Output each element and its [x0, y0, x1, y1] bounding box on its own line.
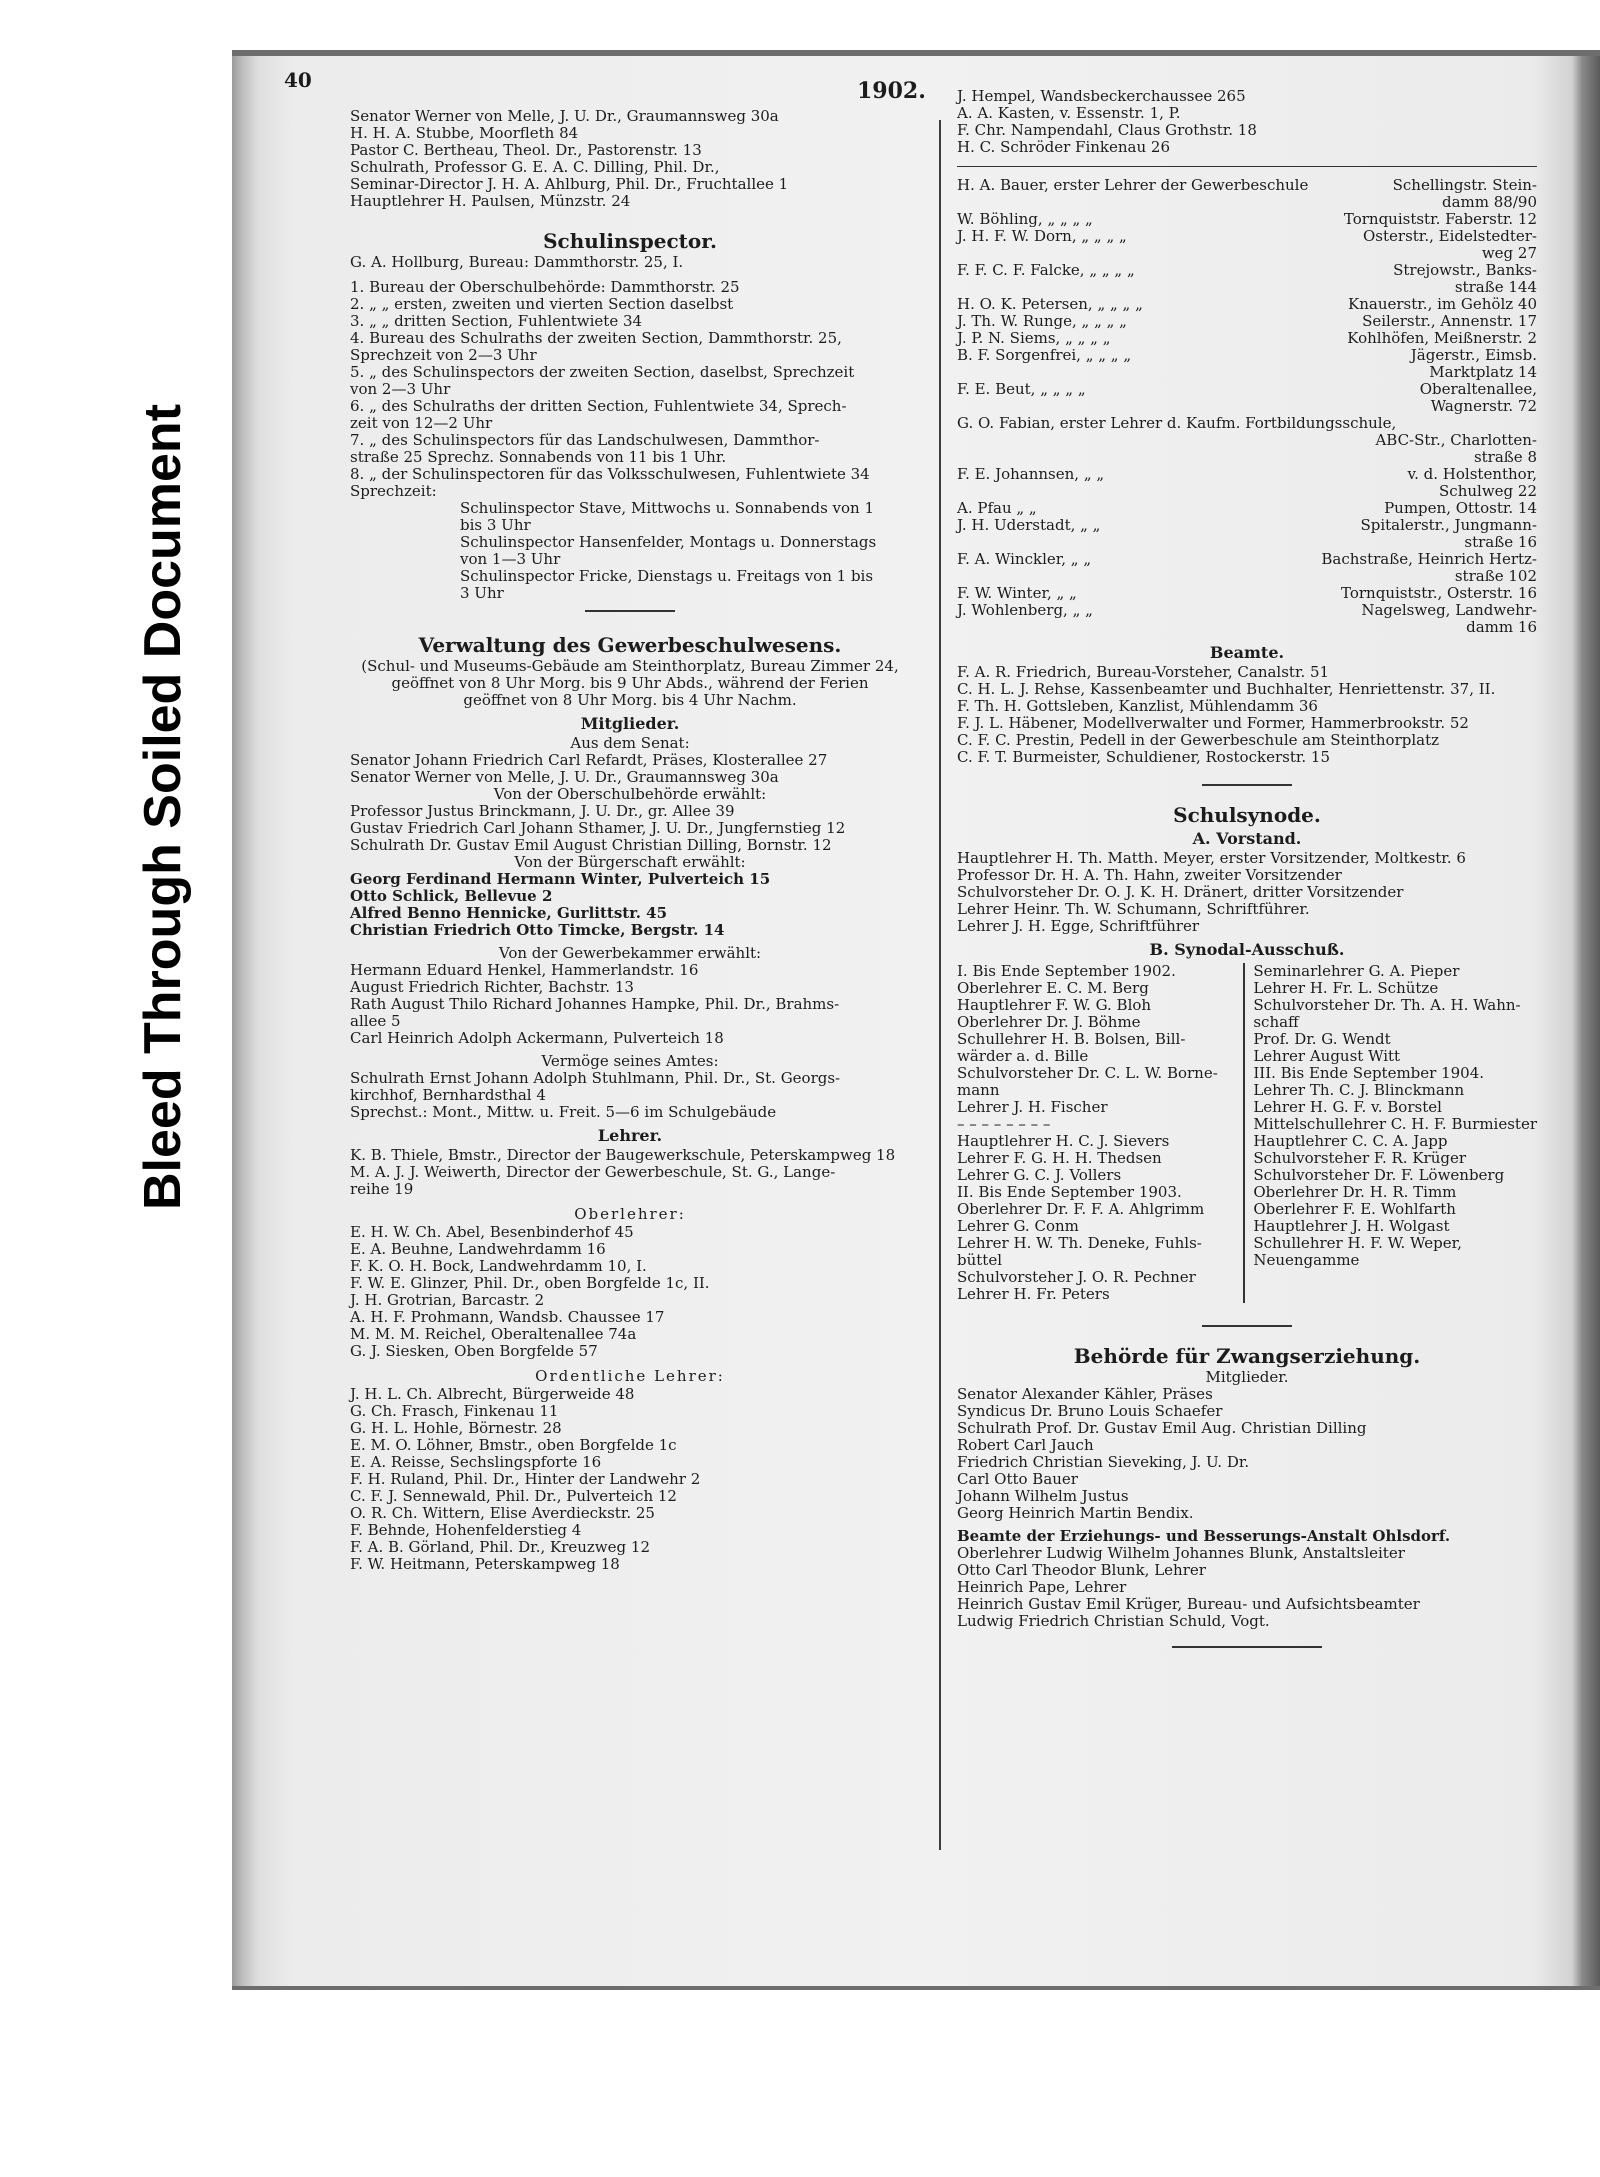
text-line: Sprechst.: Mont., Mittw. u. Freit. 5—6 im Schulgebäude: [350, 1103, 777, 1121]
text-line: E. A. Reisse, Sechslingspforte 16: [350, 1453, 602, 1471]
text-line: Hermann Eduard Henkel, Hammerlandstr. 16: [350, 961, 699, 979]
teacher-name: A. Pfau „ „: [957, 499, 1037, 517]
teacher-row: [957, 262, 1537, 279]
text-line: Sprechzeit:: [350, 482, 437, 500]
text-line: F. W. Heitmann, Peterskampweg 18: [350, 1555, 620, 1573]
text-line: Senator Werner von Melle, J. U. Dr., Graumannsweg 30a: [350, 768, 779, 786]
right-top-list: [957, 88, 1537, 156]
text-line: Alfred Benno Hennicke, Gurlittstr. 45: [350, 904, 668, 922]
teacher-name: B. F. Sorgenfrei, „ „ „ „: [957, 346, 1132, 364]
teacher-address: Strejowstr., Banks-: [1393, 261, 1537, 279]
text-line: Schulrath, Professor G. E. A. C. Dilling, Phil. Dr.,: [350, 158, 720, 176]
left-column: [350, 108, 910, 1573]
text-line: büttel: [957, 1251, 1002, 1269]
text-line: Schulinspector Hansenfelder, Montags u. Donnerstags: [460, 533, 877, 551]
section-rule: [1202, 1325, 1292, 1327]
text-line: reihe 19: [350, 1180, 414, 1198]
text-line: 6. „ des Schulraths der dritten Section, Fuhlentwiete 34, Sprech-: [350, 397, 847, 415]
text-line: Schulvorsteher Dr. O. J. K. H. Dränert, dritter Vorsitzender: [957, 883, 1404, 901]
teacher-row: [957, 194, 1537, 211]
text-line: 7. „ des Schulinspectors für das Landschulwesen, Dammthor-: [350, 431, 820, 449]
text-line: Lehrer J. H. Egge, Schriftführer: [957, 917, 1200, 935]
text-line: M. M. M. Reichel, Oberaltenallee 74a: [350, 1325, 637, 1343]
text-line: Georg Heinrich Martin Bendix.: [957, 1504, 1194, 1522]
teacher-address: [1337, 415, 1537, 432]
text-line: Schulrath Dr. Gustav Emil August Christian Dilling, Bornstr. 12: [350, 836, 832, 854]
text-line: (Schul- und Museums-Gebäude am Steinthorplatz, Bureau Zimmer 24,: [361, 657, 899, 675]
ausschuss-right: [1245, 963, 1537, 1303]
text-line: G. Ch. Frasch, Finkenau 11: [350, 1402, 559, 1420]
teacher-name: [957, 398, 1337, 415]
text-line: A. A. Kasten, v. Essenstr. 1, P.: [957, 104, 1181, 122]
teacher-row: [957, 466, 1537, 483]
teacher-address: Tornquiststr. Faberstr. 12: [1343, 210, 1537, 228]
text-line: Hauptlehrer H. C. J. Sievers: [957, 1132, 1170, 1150]
text-line: Ludwig Friedrich Christian Schuld, Vogt.: [957, 1612, 1270, 1630]
text-line: Oberlehrer Dr. F. F. A. Ahlgrimm: [957, 1200, 1205, 1218]
text-line: Lehrer H. Fr. L. Schütze: [1253, 979, 1439, 997]
teacher-row: [957, 245, 1537, 262]
text-line: Prof. Dr. G. Wendt: [1253, 1030, 1391, 1048]
text-line: 3. „ „ dritten Section, Fuhlentwiete 34: [350, 312, 643, 330]
text-line: von 2—3 Uhr: [350, 380, 451, 398]
text-line: Neuengamme: [1253, 1251, 1360, 1269]
synode-heading: Schulsynode.: [1173, 803, 1321, 827]
text-line: H. C. Schröder Finkenau 26: [957, 138, 1171, 156]
teacher-address: Tornquiststr., Osterstr. 16: [1341, 584, 1537, 602]
oberlehrer-heading: Oberlehrer:: [574, 1205, 686, 1223]
teacher-row: [957, 585, 1537, 602]
teacher-address: Pumpen, Ottostr. 14: [1384, 499, 1537, 517]
text-line: Heinrich Gustav Emil Krüger, Bureau- und Aufsichtsbeamter: [957, 1595, 1420, 1613]
teacher-name: H. A. Bauer, erster Lehrer der Gewerbeschule: [957, 176, 1309, 194]
text-line: F. Th. H. Gottsleben, Kanzlist, Mühlendamm 36: [957, 697, 1318, 715]
teacher-address: Marktplatz 14: [1429, 363, 1537, 381]
teacher-row: [957, 177, 1537, 194]
text-line: wärder a. d. Bille: [957, 1047, 1089, 1065]
text-line: III. Bis Ende September 1904.: [1253, 1064, 1485, 1082]
text-line: geöffnet von 8 Uhr Morg. bis 9 Uhr Abds., während der Ferien: [391, 674, 869, 692]
text-line: mann: [957, 1081, 1000, 1099]
teacher-name: F. E. Beut, „ „ „ „: [957, 380, 1086, 398]
text-line: straße 25 Sprechz. Sonnabends von 11 bis 1 Uhr.: [350, 448, 727, 466]
text-line: Rath August Thilo Richard Johannes Hampke, Phil. Dr., Brahms-: [350, 995, 840, 1013]
anstalt-heading: Beamte der Erziehungs- und Besserungs-Anstalt Ohlsdorf.: [957, 1527, 1451, 1545]
teacher-name: [957, 194, 1337, 211]
teacher-address: Schulweg 22: [1439, 482, 1537, 500]
text-line: Schulinspector Stave, Mittwochs u. Sonnabends von 1: [460, 499, 875, 517]
text-line: Schulvorsteher F. R. Krüger: [1253, 1149, 1467, 1167]
text-line: Carl Heinrich Adolph Ackermann, Pulverteich 18: [350, 1029, 724, 1047]
left-top-list: [350, 108, 910, 210]
text-line: August Friedrich Richter, Bachstr. 13: [350, 978, 634, 996]
text-line: Oberlehrer E. C. M. Berg: [957, 979, 1149, 997]
text-line: 5. „ des Schulinspectors der zweiten Section, daselbst, Sprechzeit: [350, 363, 855, 381]
anstalt-list: [957, 1545, 1537, 1630]
text-line: 8. „ der Schulinspectoren für das Volksschulwesen, Fuhlentwiete 34: [350, 465, 870, 483]
text-line: Seminar-Director J. H. A. Ahlburg, Phil. Dr., Fruchtallee 1: [350, 175, 789, 193]
scan-top-edge: [232, 50, 1600, 56]
text-line: Johann Wilhelm Justus: [957, 1487, 1129, 1505]
text-line: – – – – – – – –: [957, 1115, 1051, 1133]
section-rule: [1202, 784, 1292, 786]
teacher-row: [957, 279, 1537, 296]
text-line: G. J. Siesken, Oben Borgfelde 57: [350, 1342, 598, 1360]
lehrer-list: [350, 1147, 910, 1198]
text-line: Lehrer F. G. H. H. Thedsen: [957, 1149, 1162, 1167]
text-line: Syndicus Dr. Bruno Louis Schaefer: [957, 1402, 1223, 1420]
text-line: C. F. T. Burmeister, Schuldiener, Rostockerstr. 15: [957, 748, 1330, 766]
zwang-mitglieder-heading: Mitglieder.: [1205, 1368, 1289, 1386]
teacher-row: [957, 432, 1537, 449]
zwang-list: [957, 1386, 1537, 1522]
teacher-address: weg 27: [1481, 244, 1537, 262]
teacher-address: Schellingstr. Stein-: [1392, 176, 1537, 194]
text-line: O. R. Ch. Wittern, Elise Averdieckstr. 25: [350, 1504, 655, 1522]
ausschuss-heading: B. Synodal-Ausschuß.: [1149, 940, 1345, 959]
text-line: C. F. C. Prestin, Pedell in der Gewerbeschule am Steinthorplatz: [957, 731, 1440, 749]
text-line: F. Behnde, Hohenfelderstieg 4: [350, 1521, 582, 1539]
teacher-address: Bachstraße, Heinrich Hertz-: [1321, 550, 1537, 568]
oberschul-list: [350, 803, 910, 854]
teacher-address: straße 8: [1473, 448, 1537, 466]
teacher-address: Oberaltenallee,: [1419, 380, 1537, 398]
text-line: Hauptlehrer J. H. Wolgast: [1253, 1217, 1450, 1235]
text-line: F. Chr. Nampendahl, Claus Grothstr. 18: [957, 121, 1257, 139]
text-line: allee 5: [350, 1012, 401, 1030]
text-line: Hauptlehrer F. W. G. Bloh: [957, 996, 1152, 1014]
zwang-heading: Behörde für Zwangserziehung.: [1073, 1344, 1421, 1368]
teacher-name: F. E. Johannsen, „ „: [957, 465, 1105, 483]
text-line: Lehrer Th. C. J. Blinckmann: [1253, 1081, 1465, 1099]
sprechzeit-list: [350, 500, 910, 602]
teacher-row: [957, 381, 1537, 398]
teacher-name: [957, 449, 1337, 466]
text-line: Professor Dr. H. A. Th. Hahn, zweiter Vorsitzender: [957, 866, 1342, 884]
amt-heading: Vermöge seines Amtes:: [541, 1052, 719, 1070]
text-line: Lehrer H. G. F. v. Borstel: [1253, 1098, 1442, 1116]
end-rule: [1172, 1646, 1322, 1648]
text-line: Lehrer G. Conm: [957, 1217, 1079, 1235]
text-line: Otto Carl Theodor Blunk, Lehrer: [957, 1561, 1206, 1579]
oberschul-heading: Von der Oberschulbehörde erwählt:: [493, 785, 767, 803]
teacher-name: [957, 364, 1337, 381]
text-line: Lehrer August Witt: [1253, 1047, 1401, 1065]
text-line: Schullehrer H. B. Bolsen, Bill-: [957, 1030, 1186, 1048]
text-line: Senator Johann Friedrich Carl Refardt, Präses, Klosterallee 27: [350, 751, 828, 769]
text-line: von 1—3 Uhr: [460, 550, 561, 568]
text-line: I. Bis Ende September 1902.: [957, 962, 1176, 980]
text-line: Schulrath Prof. Dr. Gustav Emil Aug. Christian Dilling: [957, 1419, 1367, 1437]
ausschuss-left: [957, 963, 1245, 1303]
teacher-name: [957, 432, 1337, 449]
soiled-document-label-text: Bleed Through Soiled Document: [134, 403, 192, 1211]
teacher-row: [957, 415, 1537, 432]
text-line: Gustav Friedrich Carl Johann Sthamer, J. U. Dr., Jungfernstieg 12: [350, 819, 846, 837]
teacher-name: J. Wohlenberg, „ „: [957, 601, 1093, 619]
teacher-row: [957, 449, 1537, 466]
beamte-heading: Beamte.: [1209, 643, 1285, 662]
teacher-address: Spitalerstr., Jungmann-: [1360, 516, 1537, 534]
text-line: C. F. J. Sennewald, Phil. Dr., Pulverteich 12: [350, 1487, 677, 1505]
text-line: E. A. Beuhne, Landwehrdamm 16: [350, 1240, 606, 1258]
right-top-rule: [957, 166, 1537, 167]
teacher-row: [957, 296, 1537, 313]
amt-list: [350, 1070, 910, 1121]
text-line: J. H. L. Ch. Albrecht, Bürgerweide 48: [350, 1385, 635, 1403]
teacher-row: [957, 517, 1537, 534]
teacher-name: H. O. K. Petersen, „ „ „ „: [957, 295, 1143, 313]
text-line: F. J. L. Häbener, Modellverwalter und Former, Hammerbrookstr. 52: [957, 714, 1469, 732]
text-line: F. W. E. Glinzer, Phil. Dr., oben Borgfelde 1c, II.: [350, 1274, 710, 1292]
teacher-row: [957, 568, 1537, 585]
text-line: J. Hempel, Wandsbeckerchaussee 265: [957, 87, 1246, 105]
text-line: Carl Otto Bauer: [957, 1470, 1078, 1488]
teacher-row: [957, 347, 1537, 364]
teacher-address: Kohlhöfen, Meißnerstr. 2: [1347, 329, 1537, 347]
ordentliche-heading: Ordentliche Lehrer:: [535, 1367, 725, 1385]
teacher-name: [957, 279, 1337, 296]
text-line: Schulvorsteher J. O. R. Pechner: [957, 1268, 1196, 1286]
text-line: G. H. L. Hohle, Börnestr. 28: [350, 1419, 562, 1437]
scan-bottom-edge: [232, 1986, 1600, 1990]
section-rule: [585, 610, 675, 612]
text-line: Hauptlehrer H. Paulsen, Münzstr. 24: [350, 192, 631, 210]
text-line: Lehrer Heinr. Th. W. Schumann, Schriftführer.: [957, 900, 1310, 918]
mitglieder-heading: Mitglieder.: [580, 714, 680, 733]
teacher-name: [957, 568, 1337, 585]
gewerbe-heading: Verwaltung des Gewerbeschulwesens.: [418, 633, 842, 657]
text-line: Professor Justus Brinckmann, J. U. Dr., gr. Allee 39: [350, 802, 735, 820]
text-line: Oberlehrer Ludwig Wilhelm Johannes Blunk, Anstaltsleiter: [957, 1544, 1405, 1562]
buerger-list: [350, 871, 910, 939]
text-line: Schulinspector Fricke, Dienstags u. Freitags von 1 bis: [460, 567, 874, 585]
text-line: 4. Bureau des Schulraths der zweiten Section, Dammthorstr. 25,: [350, 329, 842, 347]
text-line: Schulvorsteher Dr. C. L. W. Borne-: [957, 1064, 1218, 1082]
teacher-row: [957, 500, 1537, 517]
teacher-name: J. H. Uderstadt, „ „: [957, 516, 1101, 534]
text-line: zeit von 12—2 Uhr: [350, 414, 493, 432]
text-line: Mittelschullehrer C. H. F. Burmiester: [1253, 1115, 1537, 1133]
teacher-table: [957, 177, 1537, 636]
beamte-list: [957, 664, 1537, 766]
text-line: Robert Carl Jauch: [957, 1436, 1094, 1454]
text-line: A. H. F. Prohmann, Wandsb. Chaussee 17: [350, 1308, 665, 1326]
teacher-address: damm 88/90: [1442, 193, 1537, 211]
text-line: Oberlehrer Dr. J. Böhme: [957, 1013, 1141, 1031]
text-line: H. H. A. Stubbe, Moorfleth 84: [350, 124, 579, 142]
teacher-name: [957, 245, 1337, 262]
teacher-name: J. Th. W. Runge, „ „ „ „: [957, 312, 1127, 330]
teacher-name: [957, 619, 1337, 636]
teacher-address: straße 102: [1454, 567, 1537, 585]
teacher-name: W. Böhling, „ „ „ „: [957, 210, 1093, 228]
text-line: F. H. Ruland, Phil. Dr., Hinter der Landwehr 2: [350, 1470, 701, 1488]
teacher-row: [957, 330, 1537, 347]
teacher-address: Jägerstr., Eimsb.: [1410, 346, 1537, 364]
text-line: Georg Ferdinand Hermann Winter, Pulverteich 15: [350, 870, 771, 888]
text-line: Otto Schlick, Bellevue 2: [350, 887, 553, 905]
text-line: geöffnet von 8 Uhr Morg. bis 4 Uhr Nachm.: [463, 691, 797, 709]
teacher-name: G. O. Fabian, erster Lehrer d. Kaufm. Fortbildungsschule,: [957, 414, 1397, 432]
text-line: Schulvorsteher Dr. Th. A. H. Wahn-: [1253, 996, 1521, 1014]
text-line: Lehrer H. W. Th. Deneke, Fuhls-: [957, 1234, 1202, 1252]
text-line: Hauptlehrer C. C. A. Japp: [1253, 1132, 1448, 1150]
kammer-list: [350, 962, 910, 1047]
text-line: Heinrich Pape, Lehrer: [957, 1578, 1127, 1596]
teacher-name: J. H. F. W. Dorn, „ „ „ „: [957, 227, 1127, 245]
bureau-list: [350, 279, 910, 500]
text-line: Lehrer G. C. J. Vollers: [957, 1166, 1122, 1184]
column-divider: [939, 120, 941, 1850]
page-year: 1902.: [857, 78, 926, 104]
text-line: Hauptlehrer H. Th. Matth. Meyer, erster Vorsitzender, Moltkestr. 6: [957, 849, 1466, 867]
teacher-row: [957, 483, 1537, 500]
text-line: 1. Bureau der Oberschulbehörde: Dammthorstr. 25: [350, 278, 740, 296]
teacher-name: F. F. C. F. Falcke, „ „ „ „: [957, 261, 1135, 279]
teacher-row: [957, 313, 1537, 330]
text-line: Senator Alexander Kähler, Präses: [957, 1385, 1213, 1403]
kammer-heading: Von der Gewerbekammer erwählt:: [498, 944, 762, 962]
vorstand-heading: A. Vorstand.: [1192, 829, 1302, 848]
text-line: F. K. O. H. Bock, Landwehrdamm 10, I.: [350, 1257, 647, 1275]
gewerbe-intro: [350, 658, 910, 709]
text-line: bis 3 Uhr: [460, 516, 531, 534]
teacher-address: Nagelsweg, Landwehr-: [1361, 601, 1537, 619]
right-column: [957, 88, 1537, 1656]
schulinspector-heading: Schulinspector.: [543, 229, 717, 253]
text-line: schaff: [1253, 1013, 1299, 1031]
text-line: 2. „ „ ersten, zweiten und vierten Section daselbst: [350, 295, 734, 313]
teacher-name: F. A. Winckler, „ „: [957, 550, 1092, 568]
senat-heading: Aus dem Senat:: [570, 734, 690, 752]
soiled-document-label: [96, 112, 230, 1502]
teacher-name: [957, 483, 1337, 500]
text-line: Oberlehrer Dr. H. R. Timm: [1253, 1183, 1457, 1201]
teacher-address: ABC-Str., Charlotten-: [1375, 431, 1537, 449]
text-line: Schulvorsteher Dr. F. Löwenberg: [1253, 1166, 1505, 1184]
text-line: Pastor C. Bertheau, Theol. Dr., Pastorenstr. 13: [350, 141, 702, 159]
lehrer-heading: Lehrer.: [597, 1126, 663, 1145]
teacher-row: [957, 602, 1537, 619]
teacher-row: [957, 619, 1537, 636]
vorstand-list: [957, 850, 1537, 935]
ordentliche-list: [350, 1386, 910, 1573]
text-line: E. H. W. Ch. Abel, Besenbinderhof 45: [350, 1223, 634, 1241]
text-line: Lehrer H. Fr. Peters: [957, 1285, 1110, 1303]
text-line: Lehrer J. H. Fischer: [957, 1098, 1108, 1116]
ausschuss-table: [957, 963, 1537, 1303]
teacher-name: [957, 534, 1337, 551]
text-line: Schullehrer H. F. W. Weper,: [1253, 1234, 1462, 1252]
teacher-address: straße 16: [1464, 533, 1537, 551]
teacher-name: J. P. N. Siems, „ „ „ „: [957, 329, 1111, 347]
teacher-row: [957, 364, 1537, 381]
buerger-heading: Von der Bürgerschaft erwählt:: [514, 853, 746, 871]
teacher-address: Wagnerstr. 72: [1430, 397, 1537, 415]
text-line: F. A. R. Friedrich, Bureau-Vorsteher, Canalstr. 51: [957, 663, 1330, 681]
text-line: Christian Friedrich Otto Timcke, Bergstr. 14: [350, 921, 725, 939]
teacher-address: Seilerstr., Annenstr. 17: [1362, 312, 1537, 330]
teacher-address: v. d. Holstenthor,: [1407, 465, 1537, 483]
page-number: 40: [284, 68, 312, 92]
teacher-row: [957, 228, 1537, 245]
teacher-address: Knauerstr., im Gehölz 40: [1348, 295, 1537, 313]
text-line: J. H. Grotrian, Barcastr. 2: [350, 1291, 545, 1309]
text-line: Sprechzeit von 2—3 Uhr: [350, 346, 537, 364]
text-line: Friedrich Christian Sieveking, J. U. Dr.: [957, 1453, 1250, 1471]
text-line: 3 Uhr: [460, 584, 504, 602]
senat-list: [350, 752, 910, 786]
scanned-page: [232, 50, 1600, 1990]
text-line: K. B. Thiele, Bmstr., Director der Baugewerkschule, Peterskampweg 18: [350, 1146, 896, 1164]
teacher-row: [957, 211, 1537, 228]
teacher-row: [957, 551, 1537, 568]
teacher-row: [957, 398, 1537, 415]
schulinspector-line: G. A. Hollburg, Bureau: Dammthorstr. 25, I.: [350, 253, 684, 271]
text-line: II. Bis Ende September 1903.: [957, 1183, 1182, 1201]
teacher-address: Osterstr., Eidelstedter-: [1363, 227, 1537, 245]
text-line: kirchhof, Bernhardsthal 4: [350, 1086, 546, 1104]
text-line: Senator Werner von Melle, J. U. Dr., Graumannsweg 30a: [350, 107, 779, 125]
text-line: Oberlehrer F. E. Wohlfarth: [1253, 1200, 1456, 1218]
text-line: E. M. O. Löhner, Bmstr., oben Borgfelde 1c: [350, 1436, 677, 1454]
text-line: F. A. B. Görland, Phil. Dr., Kreuzweg 12: [350, 1538, 650, 1556]
teacher-address: straße 144: [1454, 278, 1537, 296]
text-line: Seminarlehrer G. A. Pieper: [1253, 962, 1460, 980]
text-line: C. H. L. J. Rehse, Kassenbeamter und Buchhalter, Henriettenstr. 37, II.: [957, 680, 1496, 698]
teacher-row: [957, 534, 1537, 551]
text-line: M. A. J. J. Weiwerth, Director der Gewerbeschule, St. G., Lange-: [350, 1163, 836, 1181]
text-line: Schulrath Ernst Johann Adolph Stuhlmann, Phil. Dr., St. Georgs-: [350, 1069, 841, 1087]
teacher-name: F. W. Winter, „ „: [957, 584, 1077, 602]
oberlehrer-list: [350, 1224, 910, 1360]
teacher-address: damm 16: [1466, 618, 1537, 636]
